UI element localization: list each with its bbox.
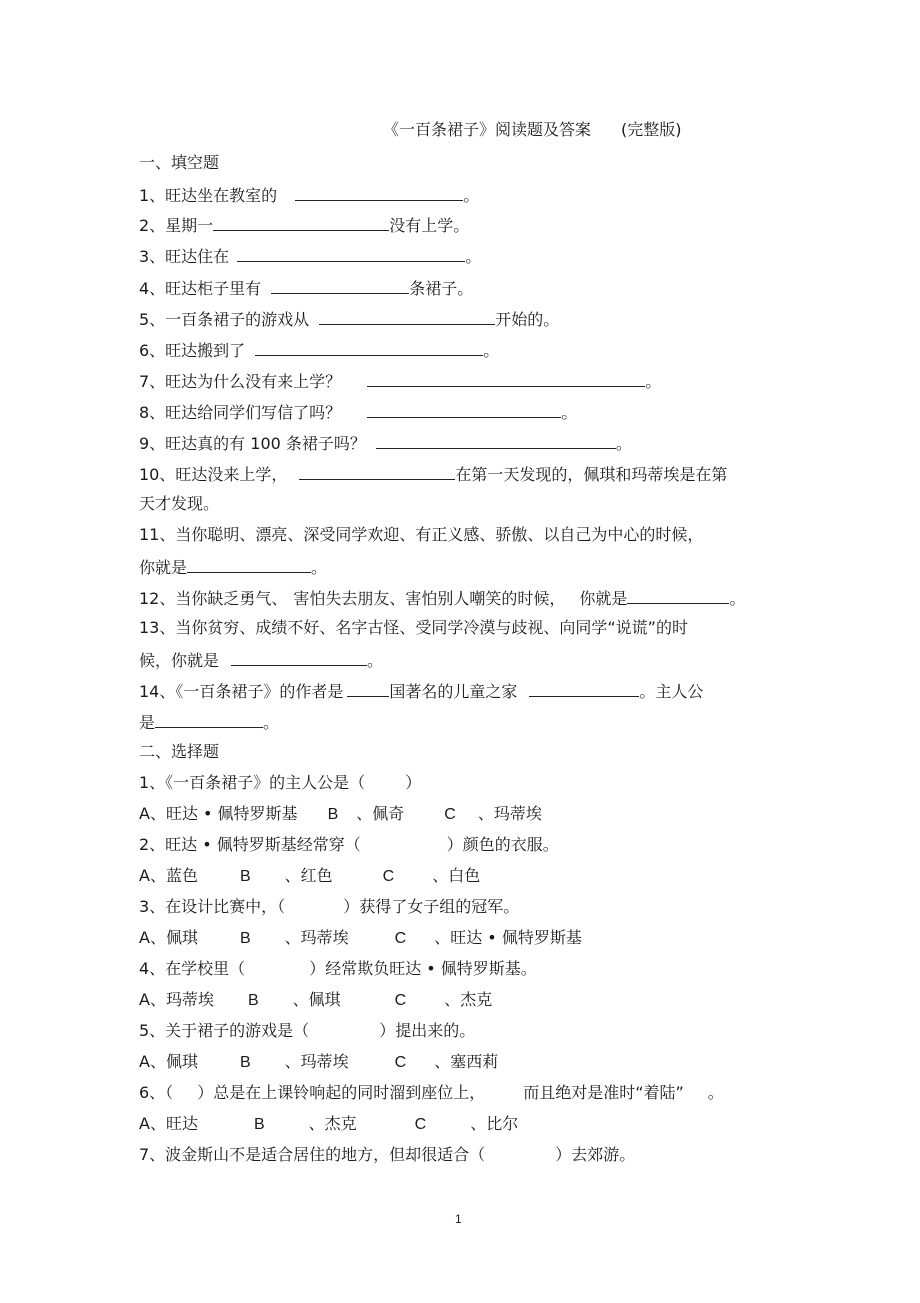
question-11-cont: 你就是 。	[139, 555, 779, 579]
option-b-letter[interactable]: B	[253, 1116, 265, 1133]
choice-question-4: 4、在学校里（ ）经常欺负旺达 • 佩特罗斯基。	[139, 959, 537, 978]
option-a[interactable]: A、旺达	[139, 1114, 198, 1133]
answer-blank[interactable]	[319, 307, 495, 325]
option-a[interactable]: A、佩琪	[139, 1052, 198, 1071]
question-8: 8、旺达给同学们写信了吗？ 。	[139, 400, 779, 424]
answer-blank[interactable]	[376, 431, 616, 449]
option-b-letter[interactable]: B	[239, 930, 251, 947]
option-c[interactable]: 、白色	[432, 866, 481, 885]
question-14-cont: 是 。	[139, 710, 779, 734]
choice-options-1	[139, 803, 779, 826]
option-c-letter[interactable]: C	[444, 806, 456, 823]
choice-question-6: 6、（ ）总是在上课铃响起的同时溜到座位上， 而且绝对是准时“着陆” 。	[139, 1083, 724, 1102]
option-a[interactable]: A、蓝色	[139, 866, 198, 885]
option-c-letter[interactable]: C	[394, 992, 407, 1009]
answer-blank[interactable]	[213, 213, 389, 231]
answer-blank[interactable]	[237, 244, 465, 262]
question-13-cont: 候，你就是 。	[139, 648, 779, 672]
option-c[interactable]: 、旺达 • 佩特罗斯基	[434, 928, 582, 947]
question-10: 10、旺达没来上学， 在第一天发现的，佩琪和玛蒂埃是在第	[139, 462, 779, 486]
choice-question-2: 2、旺达 • 佩特罗斯基经常穿（ ）颜色的衣服。	[139, 835, 559, 854]
section-heading-multiple-choice: 二、选择题	[139, 742, 220, 761]
question-3: 3、旺达住在 。	[139, 244, 779, 268]
section-heading-fill-blank: 一、填空题	[139, 153, 220, 172]
question-2: 2、星期一 没有上学。	[139, 213, 779, 237]
option-b-letter[interactable]: B	[247, 992, 259, 1009]
option-a[interactable]: A、玛蒂埃	[139, 990, 214, 1009]
choice-options-5	[139, 1051, 779, 1074]
option-b[interactable]: 、玛蒂埃	[284, 1052, 349, 1071]
question-4: 4、旺达柜子里有 条裙子。	[139, 276, 779, 300]
option-c[interactable]: 、比尔	[470, 1114, 519, 1133]
answer-blank[interactable]	[271, 276, 409, 294]
answer-blank[interactable]	[367, 369, 645, 387]
option-c[interactable]: 、杰克	[444, 990, 493, 1009]
question-10-cont: 天才发现。	[139, 494, 220, 513]
choice-question-5: 5、关于裙子的游戏是（ ）提出来的。	[139, 1021, 476, 1040]
choice-question-7: 7、波金斯山不是适合居住的地方，但却很适合（ ）去郊游。	[139, 1145, 636, 1164]
question-12: 12、当你缺乏勇气、 害怕失去朋友、害怕别人嘲笑的时候， 你就是 。	[139, 586, 779, 610]
choice-question-1: 1、《一百条裙子》的主人公是（ ）	[139, 773, 422, 792]
option-a[interactable]: A、旺达 • 佩特罗斯基	[139, 804, 298, 823]
question-9: 9、旺达真的有 100 条裙子吗？ 。	[139, 431, 779, 455]
option-c[interactable]: 、玛蒂埃	[477, 804, 542, 823]
question-6: 6、旺达搬到了 。	[139, 338, 779, 362]
answer-blank[interactable]	[231, 648, 367, 666]
page-number: 1	[455, 1212, 462, 1226]
question-5: 5、一百条裙子的游戏从 开始的。	[139, 307, 779, 331]
option-b-letter[interactable]: B	[239, 868, 251, 885]
answer-blank[interactable]	[529, 679, 639, 697]
option-c[interactable]: 、塞西莉	[434, 1052, 499, 1071]
answer-blank[interactable]	[187, 555, 311, 573]
answer-blank[interactable]	[367, 400, 561, 418]
question-13: 13、当你贫穷、成绩不好、名字古怪、受同学冷漠与歧视、向同学“说谎”的时	[139, 618, 688, 637]
choice-options-6	[139, 1113, 779, 1136]
option-c-letter[interactable]: C	[382, 868, 395, 885]
choice-options-4	[139, 989, 779, 1012]
question-1: 1、旺达坐在教室的 。	[139, 183, 779, 207]
option-a[interactable]: A、佩琪	[139, 928, 198, 947]
option-b-letter[interactable]: B	[239, 1054, 251, 1071]
option-c-letter[interactable]: C	[394, 1054, 407, 1071]
option-b[interactable]: 、玛蒂埃	[284, 928, 349, 947]
answer-blank[interactable]	[155, 710, 263, 728]
option-c-letter[interactable]: C	[414, 1116, 427, 1133]
option-b[interactable]: 、佩奇	[356, 804, 405, 823]
option-c-letter[interactable]: C	[394, 930, 407, 947]
option-b[interactable]: 、佩琪	[292, 990, 341, 1009]
answer-blank[interactable]	[255, 338, 483, 356]
question-11: 11、当你聪明、漂亮、深受同学欢迎、有正义感、骄傲、以自己为中心的时候，	[139, 525, 704, 544]
choice-question-3: 3、在设计比赛中，（ ）获得了女子组的冠军。	[139, 897, 520, 916]
option-b-letter[interactable]: B	[327, 806, 339, 823]
question-7: 7、旺达为什么没有来上学？ 。	[139, 369, 779, 393]
choice-options-2	[139, 865, 779, 888]
answer-blank[interactable]	[347, 679, 389, 697]
option-b[interactable]: 、红色	[284, 866, 333, 885]
page-title: 《一百条裙子》阅读题及答案 (完整版)	[383, 120, 682, 139]
answer-blank[interactable]	[295, 183, 463, 201]
answer-blank[interactable]	[299, 462, 455, 480]
option-b[interactable]: 、杰克	[308, 1114, 357, 1133]
question-14: 14、《一百条裙子》的作者是 国著名的儿童之家 。主人公	[139, 679, 779, 703]
answer-blank[interactable]	[627, 586, 729, 604]
choice-options-3	[139, 927, 779, 950]
